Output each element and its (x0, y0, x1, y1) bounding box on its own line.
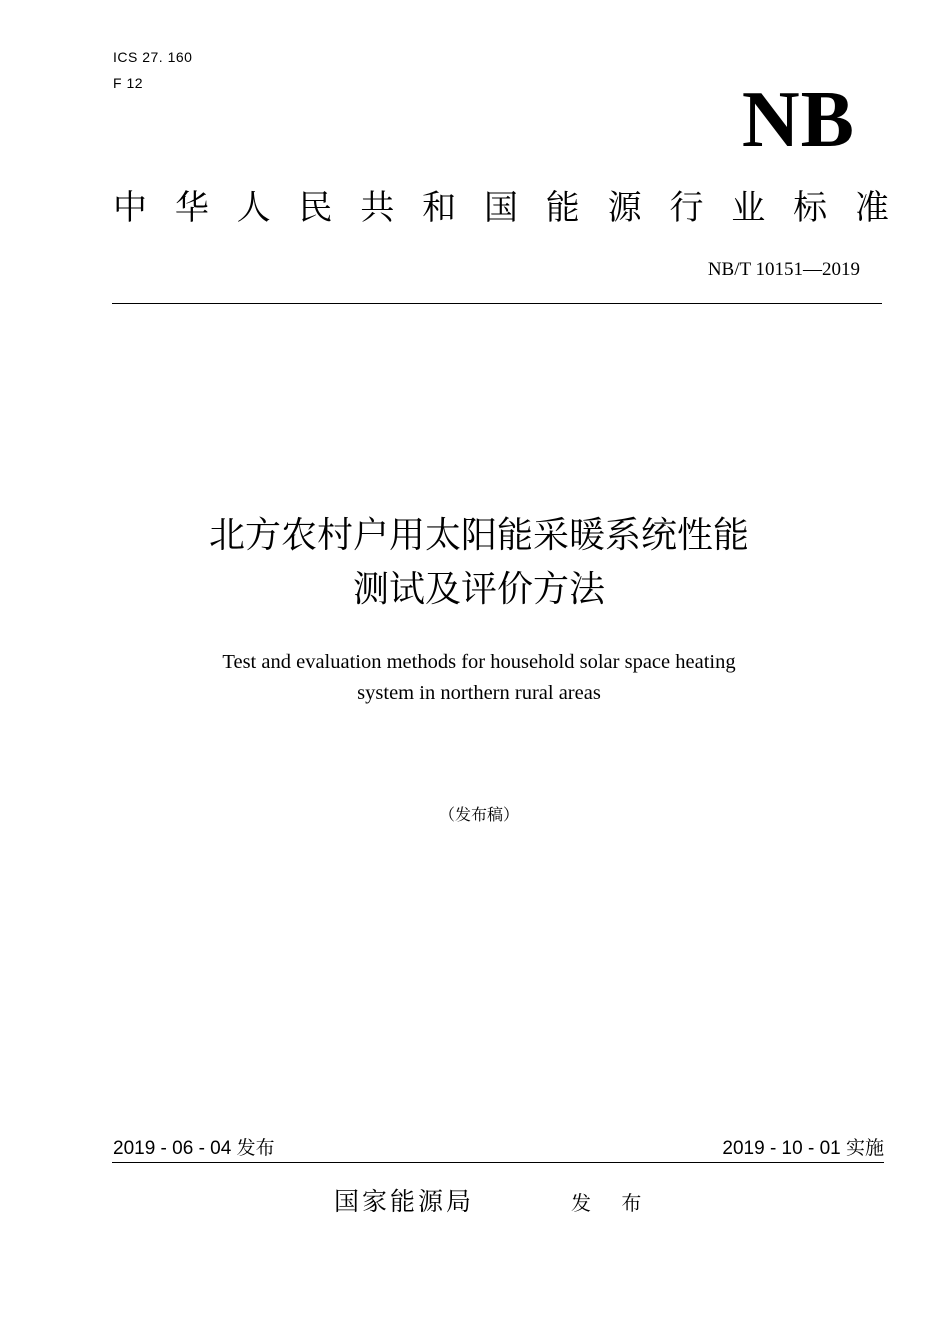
standard-title-char: 人 (236, 188, 271, 228)
implementation-date: 2019 - 10 - 01 实施 (722, 1138, 884, 1159)
ccs-code: F 12 (113, 75, 144, 91)
standard-title-char: 和 (422, 188, 457, 228)
ics-code: ICS 27. 160 (113, 49, 193, 65)
publisher-name: 国家能源局 (334, 1187, 475, 1216)
standard-title-char: 源 (607, 188, 642, 228)
publish-label: 发 布 (571, 1191, 654, 1215)
standard-number: NB/T 10151—2019 (707, 259, 860, 280)
english-title-line-2: system in northern rural areas (357, 682, 601, 704)
english-title-line-1: Test and evaluation methods for household solar space heating (222, 651, 736, 673)
chinese-title-line-1: 北方农村户用太阳能采暖系统性能 (208, 515, 749, 556)
issue-date: 2019 - 06 - 04 发布 (113, 1138, 275, 1159)
standard-title-char: 中 (113, 188, 147, 228)
draft-status: （发布稿） (438, 805, 519, 824)
standard-title-char: 华 (174, 188, 209, 228)
top-divider (112, 303, 882, 304)
standard-title-char: 共 (360, 188, 395, 228)
standard-title-char: 行 (669, 188, 704, 228)
standard-title-char: 准 (854, 188, 889, 228)
chinese-title-line-2: 测试及评价方法 (352, 569, 605, 610)
standard-title-char: 国 (483, 188, 518, 228)
bottom-divider (112, 1162, 884, 1163)
nb-logo: NB (741, 76, 855, 164)
standard-title-char: 业 (731, 188, 766, 228)
standard-category-title (113, 184, 889, 232)
standard-title-char: 民 (298, 188, 333, 228)
standard-title-char: 标 (793, 188, 828, 228)
standard-title-char: 能 (545, 188, 580, 228)
